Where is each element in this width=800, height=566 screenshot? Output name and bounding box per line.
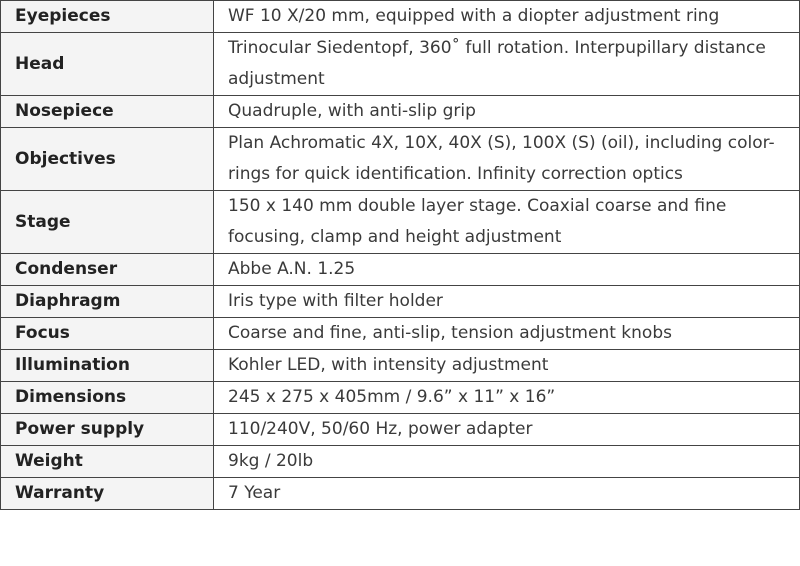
spec-row-head (1, 33, 800, 96)
spec-label: Eyepieces (1, 1, 214, 33)
spec-value: Plan Achromatic 4X, 10X, 40X (S), 100X (S) (oil), including color-rings for quick identification. Infinity correction optics (214, 128, 800, 191)
spec-row-diaphragm (1, 286, 800, 318)
spec-row-weight (1, 446, 800, 478)
spec-label: Dimensions (1, 382, 214, 414)
spec-label: Diaphragm (1, 286, 214, 318)
spec-label: Illumination (1, 350, 214, 382)
spec-row-condenser (1, 254, 800, 286)
spec-row-dimensions (1, 382, 800, 414)
spec-label: Stage (1, 191, 214, 254)
spec-value: 245 x 275 x 405mm / 9.6” x 11” x 16” (214, 382, 800, 414)
spec-label: Focus (1, 318, 214, 350)
spec-label: Condenser (1, 254, 214, 286)
spec-row-warranty (1, 478, 800, 510)
spec-label: Objectives (1, 128, 214, 191)
spec-label: Warranty (1, 478, 214, 510)
spec-value: 9kg / 20lb (214, 446, 800, 478)
spec-row-stage (1, 191, 800, 254)
spec-value: Trinocular Siedentopf, 360˚ full rotation. Interpupillary distance adjustment (214, 33, 800, 96)
spec-row-power-supply (1, 414, 800, 446)
spec-value: Quadruple, with anti-slip grip (214, 96, 800, 128)
spec-value: Kohler LED, with intensity adjustment (214, 350, 800, 382)
spec-row-objectives (1, 128, 800, 191)
spec-value: Iris type with filter holder (214, 286, 800, 318)
spec-row-nosepiece (1, 96, 800, 128)
spec-label: Head (1, 33, 214, 96)
spec-row-illumination (1, 350, 800, 382)
spec-value: Abbe A.N. 1.25 (214, 254, 800, 286)
spec-label: Nosepiece (1, 96, 214, 128)
spec-label: Power supply (1, 414, 214, 446)
spec-row-eyepieces (1, 1, 800, 33)
spec-value: Coarse and fine, anti-slip, tension adjustment knobs (214, 318, 800, 350)
spec-value: WF 10 X/20 mm, equipped with a diopter adjustment ring (214, 1, 800, 33)
spec-row-focus (1, 318, 800, 350)
spec-value: 150 x 140 mm double layer stage. Coaxial coarse and fine focusing, clamp and height adjustment (214, 191, 800, 254)
spec-label: Weight (1, 446, 214, 478)
spec-value: 110/240V, 50/60 Hz, power adapter (214, 414, 800, 446)
spec-value: 7 Year (214, 478, 800, 510)
